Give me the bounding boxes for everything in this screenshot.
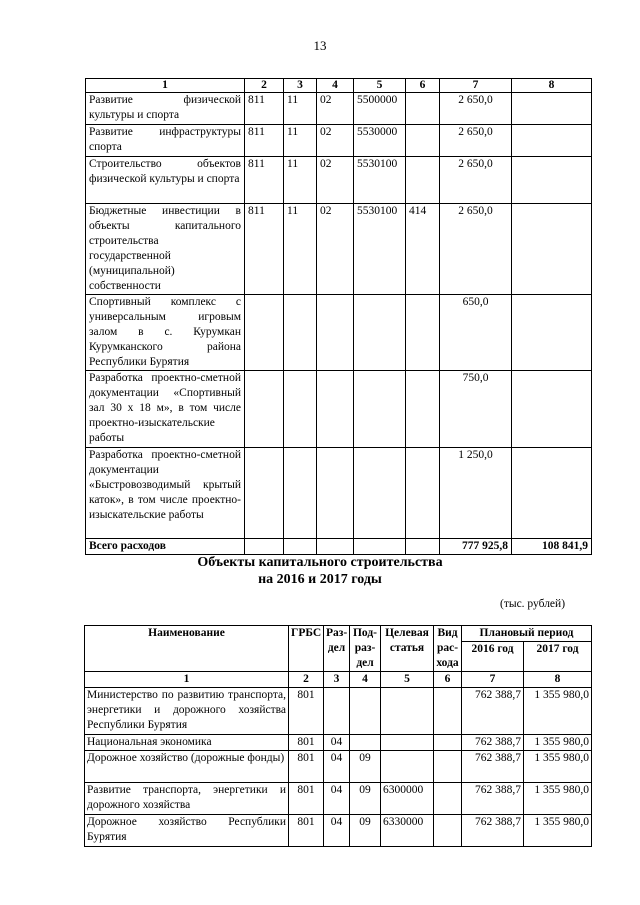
grbs-cell: 801 [289,751,324,783]
table-row [86,93,592,125]
amount-cell: 2 650,0 [440,125,512,157]
grbs-cell: 811 [245,204,284,295]
table-row [86,371,592,448]
section-title-line1: Объекты капитального строительства [197,555,443,570]
grbs-cell: 811 [245,157,284,204]
podrazdel-cell [350,735,381,751]
amount-cell [512,157,592,204]
table-row [86,448,592,539]
vid-cell [406,371,440,448]
row-name: Строительство объектов физической культуры и спорта [86,157,245,204]
header-2017: 2017 год [524,642,592,672]
grbs-cell [245,371,284,448]
amount-2017: 1 355 980,0 [524,735,592,751]
row-name: Бюджетные инвестиции в объекты капитального строительства государственной (муниципальной) собственности [86,204,245,295]
vid-cell: 414 [406,204,440,295]
table-number-row [86,79,592,93]
amount-cell [512,125,592,157]
page-number: 13 [313,38,327,53]
row-name: Развитие физической культуры и спорта [86,93,245,125]
table-row [85,735,592,751]
table-row [85,688,592,735]
razdel-cell: 04 [324,783,350,815]
vid-cell [434,751,462,783]
row-name: Разработка проектно-сметной документации «Быстровозводимый крытый каток», в том числе проектно-изыскательские работы [86,448,245,539]
amount-2016: 762 388,7 [462,815,524,847]
razdel-cell: 04 [324,751,350,783]
section-title-line2: на 2016 и 2017 годы [258,572,382,587]
podrazdel-cell [350,688,381,735]
header-podrazdel: Под-раз-дел [350,626,381,672]
expenditure-table [85,78,592,555]
amount-cell [512,204,592,295]
col-number: 7 [462,672,524,688]
razdel-cell: 11 [284,157,317,204]
header-vid: Вид рас-хода [434,626,462,672]
row-name: Разработка проектно-сметной документации «Спортивный зал 30 х 18 м», в том числе проектно-изыскательские работы [86,371,245,448]
vid-cell [434,735,462,751]
podrazdel-cell: 02 [317,125,354,157]
col-number: 4 [317,79,354,93]
table-row [86,157,592,204]
amount-2016: 762 388,7 [462,735,524,751]
razdel-cell: 04 [324,735,350,751]
vid-cell [406,125,440,157]
target-cell: 5530000 [354,125,406,157]
vid-cell [434,783,462,815]
header-plan: Плановый период [462,626,592,642]
table-row [86,125,592,157]
razdel-cell: 11 [284,125,317,157]
col-number: 1 [86,79,245,93]
razdel-cell [284,448,317,539]
vid-cell [406,295,440,371]
table-row [86,295,592,371]
total-row [86,539,592,555]
target-cell [381,735,434,751]
table-row [85,751,592,783]
col-number: 3 [324,672,350,688]
header-2016: 2016 год [462,642,524,672]
col-number: 6 [434,672,462,688]
table-row [86,204,592,295]
table-row [85,783,592,815]
vid-cell [406,157,440,204]
grbs-cell: 801 [289,815,324,847]
row-name: Дорожное хозяйство (дорожные фонды) [85,751,289,783]
amount-cell [512,93,592,125]
col-number: 2 [245,79,284,93]
razdel-cell: 04 [324,815,350,847]
col-number: 3 [284,79,317,93]
row-name: Дорожное хозяйство Республики Бурятия [85,815,289,847]
razdel-cell [284,371,317,448]
razdel-cell: 11 [284,204,317,295]
podrazdel-cell [317,448,354,539]
target-cell: 6330000 [381,815,434,847]
col-number: 1 [85,672,289,688]
razdel-cell [284,295,317,371]
table-row [85,815,592,847]
col-number: 7 [440,79,512,93]
row-name: Спортивный комплекс с универсальным игровым залом в с. Курумкан Курумканского района Республики Бурятия [86,295,245,371]
podrazdel-cell: 02 [317,93,354,125]
amount-cell: 650,0 [440,295,512,371]
amount-cell: 2 650,0 [440,204,512,295]
header-razdel: Раз-дел [324,626,350,672]
vid-cell [406,448,440,539]
total-2016: 777 925,8 [440,539,512,555]
col-number: 8 [524,672,592,688]
target-cell: 5500000 [354,93,406,125]
podrazdel-cell: 09 [350,783,381,815]
row-name: Развитие транспорта, энергетики и дорожного хозяйства [85,783,289,815]
amount-cell: 2 650,0 [440,157,512,204]
amount-2017: 1 355 980,0 [524,688,592,735]
target-cell [354,371,406,448]
podrazdel-cell: 02 [317,204,354,295]
total-2017: 108 841,9 [512,539,592,555]
total-label: Всего расходов [86,539,245,555]
vid-cell [406,93,440,125]
podrazdel-cell: 09 [350,815,381,847]
amount-2017: 1 355 980,0 [524,751,592,783]
target-cell: 5530100 [354,157,406,204]
target-cell [381,751,434,783]
header-name: Наименование [85,626,289,672]
header-grbs: ГРБС [289,626,324,672]
row-name: Развитие инфраструктуры спорта [86,125,245,157]
grbs-cell: 801 [289,783,324,815]
amount-cell: 750,0 [440,371,512,448]
amount-cell: 2 650,0 [440,93,512,125]
col-number: 5 [354,79,406,93]
vid-cell [434,688,462,735]
razdel-cell [324,688,350,735]
grbs-cell: 811 [245,125,284,157]
podrazdel-cell [317,295,354,371]
table-number-row [85,672,592,688]
target-cell [354,295,406,371]
target-cell: 5530100 [354,204,406,295]
col-number: 2 [289,672,324,688]
grbs-cell: 811 [245,93,284,125]
header-target: Целевая статья [381,626,434,672]
razdel-cell: 11 [284,93,317,125]
target-cell [381,688,434,735]
col-number: 4 [350,672,381,688]
amount-cell: 1 250,0 [440,448,512,539]
podrazdel-cell [317,371,354,448]
amount-cell [512,295,592,371]
amount-cell [512,448,592,539]
grbs-cell: 801 [289,688,324,735]
units-label: (тыс. рублей) [500,598,566,610]
col-number: 6 [406,79,440,93]
amount-2017: 1 355 980,0 [524,815,592,847]
podrazdel-cell: 09 [350,751,381,783]
grbs-cell: 801 [289,735,324,751]
podrazdel-cell: 02 [317,157,354,204]
grbs-cell [245,295,284,371]
section-title [0,554,640,588]
grbs-cell [245,448,284,539]
row-name: Национальная экономика [85,735,289,751]
amount-2016: 762 388,7 [462,688,524,735]
capital-construction-table [84,625,592,847]
header-row [85,626,592,642]
amount-2016: 762 388,7 [462,751,524,783]
col-number: 8 [512,79,592,93]
target-cell: 6300000 [381,783,434,815]
amount-2017: 1 355 980,0 [524,783,592,815]
target-cell [354,448,406,539]
col-number: 5 [381,672,434,688]
amount-cell [512,371,592,448]
amount-2016: 762 388,7 [462,783,524,815]
vid-cell [434,815,462,847]
row-name: Министерство по развитию транспорта, энергетики и дорожного хозяйства Республики Бурятия [85,688,289,735]
